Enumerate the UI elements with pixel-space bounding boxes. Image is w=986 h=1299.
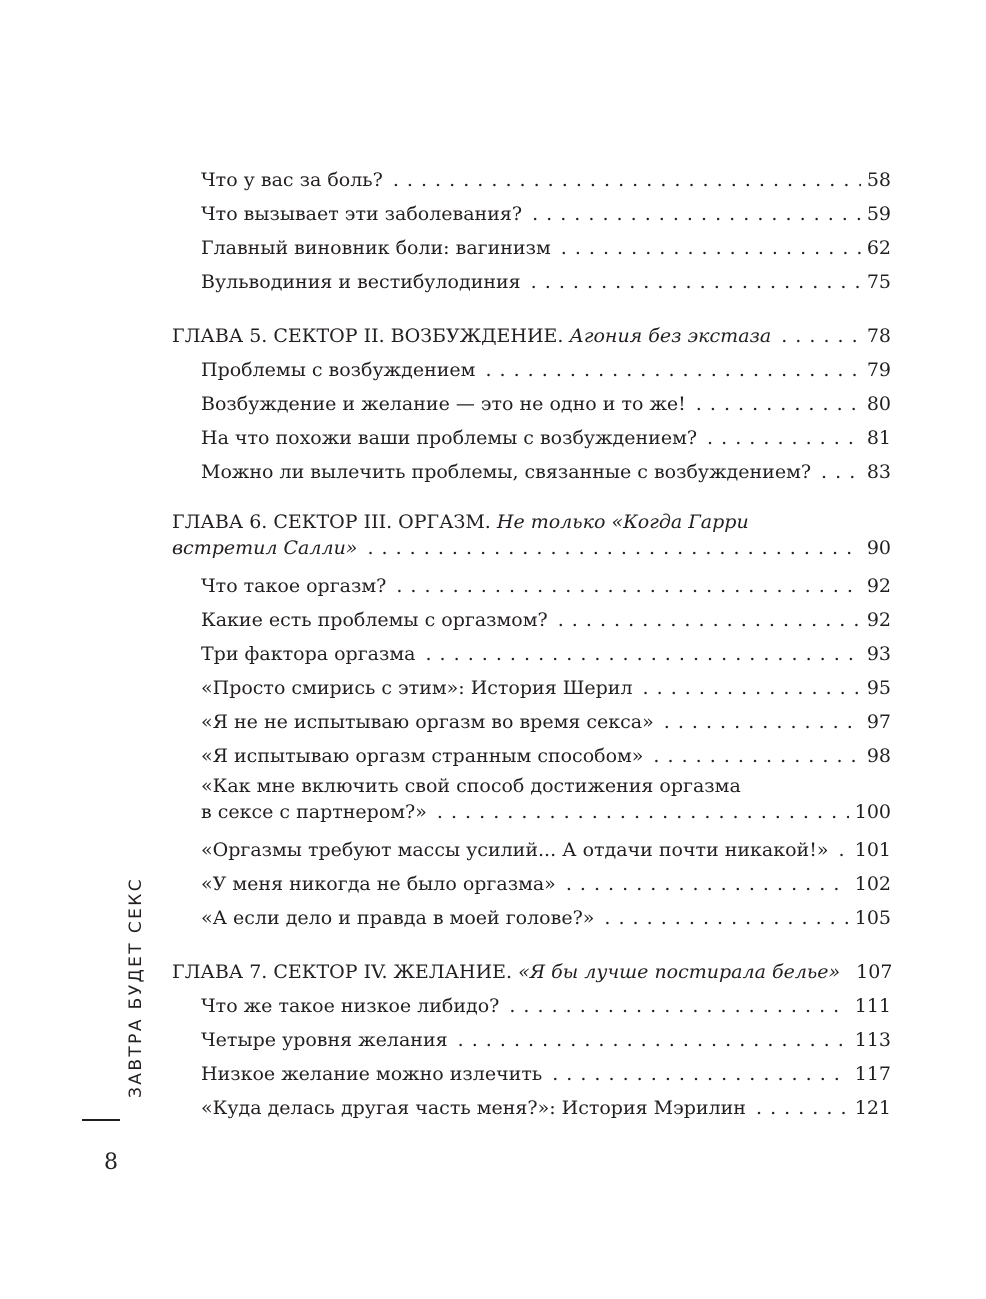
chapter-subtitle: «Я бы лучше постирала белье»	[518, 961, 841, 983]
leader-dots	[367, 535, 860, 561]
toc-entry-page: 97	[866, 711, 891, 733]
leader-dots	[531, 265, 861, 299]
toc-entry-title: Что же такое низкое либидо?	[201, 995, 500, 1017]
toc-entry-title: «Я испытываю оргазм странным способом»	[201, 745, 644, 767]
toc-entry-page: 92	[866, 609, 891, 631]
toc-entry-page: 98	[866, 745, 891, 767]
leader-dots	[821, 455, 861, 489]
toc-entry-page: 113	[854, 1029, 891, 1051]
chapter-subtitle-line2: встретил Салли»	[172, 537, 358, 559]
toc-entry[interactable]	[201, 569, 891, 603]
toc-entry-title: «Я не не испытываю оргазм во время секса»	[201, 711, 654, 733]
chapter-title-line2	[172, 535, 891, 561]
chapter-heading: ГЛАВА 6. СЕКТОР III. ОРГАЗМ.	[172, 511, 491, 533]
leader-dots	[485, 353, 860, 387]
toc-entry-title: «Просто смирись с этим»: История Шерил	[201, 677, 633, 699]
toc-entry-page: 83	[866, 461, 891, 483]
toc-entry-page: 58	[866, 169, 891, 191]
toc-chapter-5[interactable]	[172, 319, 891, 353]
toc-entry[interactable]	[201, 989, 891, 1023]
toc-entry[interactable]	[201, 387, 891, 421]
toc-entry-page: 80	[866, 393, 891, 415]
leader-dots	[561, 231, 861, 265]
leader-dots	[558, 603, 861, 637]
toc-entry[interactable]	[201, 265, 891, 299]
chapter-heading: ГЛАВА 5. СЕКТОР II. ВОЗБУЖДЕНИЕ.	[172, 325, 564, 347]
toc-entry-title: «Оргазмы требуют массы усилий... А отдачи почти никакой!»	[201, 839, 829, 861]
toc-entry-page: 75	[866, 271, 891, 293]
toc-entry-page: 105	[854, 907, 891, 929]
leader-dots	[707, 421, 861, 455]
page-number-rule	[82, 1119, 120, 1121]
toc-entry[interactable]	[201, 353, 891, 387]
leader-dots	[552, 1057, 849, 1091]
leader-dots	[838, 833, 848, 867]
toc-entry-title: «У меня никогда не было оргазма»	[201, 873, 556, 895]
toc-entry[interactable]	[201, 197, 891, 231]
leader-dots	[653, 739, 860, 773]
leader-dots	[604, 901, 848, 935]
toc-entry-page: 117	[854, 1063, 891, 1085]
leader-dots	[643, 671, 861, 705]
toc-entry[interactable]	[201, 637, 891, 671]
toc-entry[interactable]	[201, 603, 891, 637]
toc-entry[interactable]	[201, 1023, 891, 1057]
toc-entry-page: 92	[866, 575, 891, 597]
toc-entry[interactable]	[201, 705, 891, 739]
leader-dots	[393, 163, 861, 197]
toc-entry-page: 101	[854, 839, 891, 861]
toc-entry-multiline[interactable]	[201, 773, 891, 825]
leader-dots	[437, 799, 849, 825]
toc-entry-title: Проблемы с возбуждением	[201, 359, 476, 381]
leader-dots	[458, 1023, 849, 1057]
toc-entry-page: 121	[854, 1097, 891, 1119]
table-of-contents	[172, 163, 891, 1125]
toc-entry-title: Возбуждение и желание — это не одно и то же!	[201, 393, 686, 415]
leader-dots	[696, 387, 861, 421]
toc-entry-page: 81	[866, 427, 891, 449]
toc-entry-page: 93	[866, 643, 891, 665]
toc-entry-title: На что похожи ваши проблемы с возбуждением?	[201, 427, 698, 449]
leader-dots	[664, 705, 861, 739]
toc-entry[interactable]	[201, 1091, 891, 1125]
chapter-title	[172, 319, 771, 353]
toc-entry-title: Можно ли вылечить проблемы, связанные с возбуждением?	[201, 461, 812, 483]
toc-entry-title: Что такое оргазм?	[201, 575, 387, 597]
toc-entry[interactable]	[201, 1057, 891, 1091]
toc-entry-title: Какие есть проблемы с оргазмом?	[201, 609, 548, 631]
running-head	[100, 876, 146, 1098]
chapter-page: 107	[856, 961, 893, 983]
toc-entry[interactable]	[201, 739, 891, 773]
toc-entry[interactable]	[201, 231, 891, 265]
toc-entry-line2	[201, 799, 891, 825]
leader-dots	[756, 1091, 849, 1125]
toc-entry-page: 111	[854, 995, 891, 1017]
leader-dots	[781, 319, 861, 353]
leader-dots	[532, 197, 861, 231]
toc-entry-page: 79	[866, 359, 891, 381]
toc-entry-page: 62	[866, 237, 891, 259]
toc-entry-title: Главный виновник боли: вагинизм	[201, 237, 551, 259]
leader-dots	[425, 637, 860, 671]
toc-entry-title: Что у вас за боль?	[201, 169, 383, 191]
chapter-subtitle: Агония без экстаза	[569, 325, 772, 347]
toc-entry-title-line1: «Как мне включить свой способ достижения оргазма	[201, 775, 741, 797]
toc-entry[interactable]	[201, 901, 891, 935]
toc-entry-page: 102	[854, 873, 891, 895]
toc-entry-title: Низкое желание можно излечить	[201, 1063, 543, 1085]
toc-entry-page: 95	[866, 677, 891, 699]
page-number: 8	[104, 1150, 118, 1175]
toc-chapter-7[interactable]	[172, 955, 891, 989]
toc-entry-title: Что вызывает эти заболевания?	[201, 203, 523, 225]
toc-entry-title-line2: в сексе с партнером?»	[201, 801, 427, 823]
leader-dots	[509, 989, 848, 1023]
chapter-title-line1	[172, 509, 891, 535]
leader-dots	[396, 569, 860, 603]
toc-entry[interactable]	[201, 671, 891, 705]
toc-entry[interactable]	[201, 163, 891, 197]
chapter-page: 78	[866, 325, 891, 347]
toc-entry-title: «Куда делась другая часть меня?»: История Мэрилин	[201, 1097, 746, 1119]
toc-chapter-6[interactable]	[172, 509, 891, 561]
toc-entry[interactable]	[201, 867, 891, 901]
leader-dots	[566, 867, 849, 901]
toc-entry-page: 100	[854, 801, 891, 823]
toc-entry-title: Вульводиния и вестибулодиния	[201, 271, 521, 293]
toc-entry[interactable]	[201, 421, 891, 455]
toc-entry-title: Три фактора оргазма	[201, 643, 416, 665]
running-head-text: ЗАВТРА БУДЕТ СЕКС	[126, 876, 146, 1098]
toc-entry[interactable]	[201, 455, 891, 489]
chapter-subtitle-line1: Не только «Когда Гарри	[496, 511, 749, 533]
chapter-page: 90	[866, 537, 891, 559]
chapter-heading: ГЛАВА 7. СЕКТОР IV. ЖЕЛАНИЕ.	[172, 961, 513, 983]
toc-entry-title: «А если дело и правда в моей голове?»	[201, 907, 595, 929]
toc-entry[interactable]	[201, 833, 891, 867]
chapter-title	[172, 955, 840, 989]
toc-entry-page: 59	[866, 203, 891, 225]
toc-entry-title: Четыре уровня желания	[201, 1029, 448, 1051]
